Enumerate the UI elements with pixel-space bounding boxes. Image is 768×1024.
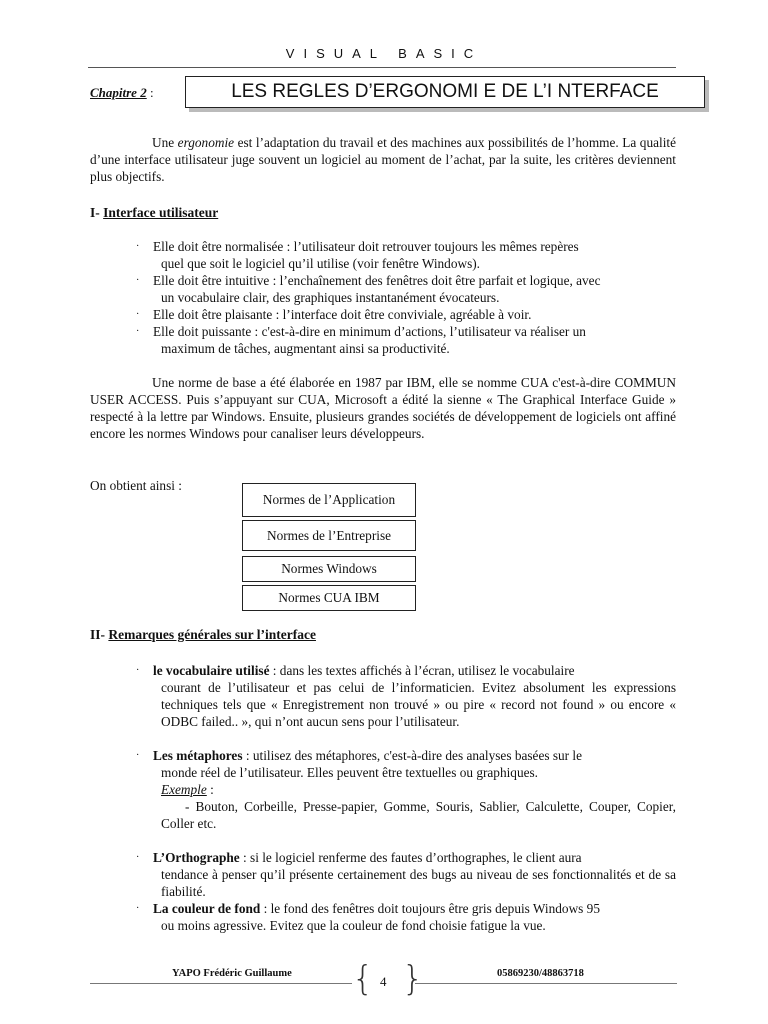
obtain-label: On obtient ainsi : xyxy=(90,478,182,493)
section1-number: I- xyxy=(90,205,104,220)
norm-box-enterprise: Normes de l’Entreprise xyxy=(242,520,416,551)
header-rule xyxy=(88,67,676,68)
section2-bullet-orthography xyxy=(136,849,676,934)
norm-box-cua-ibm: Normes CUA IBM xyxy=(242,585,416,611)
section1-heading xyxy=(90,205,218,221)
norm-box-windows: Normes Windows xyxy=(242,556,416,582)
cua-paragraph: Une norme de base a été élaborée en 1987 par IBM, elle se nomme CUA c'est-à-dire COMMUN USER ACCESS. Puis s’appuyant sur CUA, Microsoft a édité la sienne « The Graphical Interface Guide » respecté à la lettre par Windows. Ensuite, plusieurs grandes sociétés de développement de logiciels ont affiné encore les normes Windows pour canaliser leurs développeurs. xyxy=(90,375,676,441)
bullet-continuation: ou moins agressive. Evitez que la couleur de fond choisie fatigue la vue. xyxy=(161,918,546,933)
bullet-continuation: maximum de tâches, augmentant ainsi sa productivité. xyxy=(161,341,450,356)
list-item: · La couleur de fond : le fond des fenêtres doit toujours être gris depuis Windows 95 ou moins agressive. Evitez que la couleur de fond choisie fatigue la vue. xyxy=(136,900,676,934)
list-item: · Elle doit être intuitive : l’enchaînement des fenêtres doit être parfait et logique, avec un vocabulaire clair, des graphiques instantanément évocateurs. xyxy=(136,272,676,306)
norm-box-application: Normes de l’Application xyxy=(242,483,416,517)
footer-author: YAPO Frédéric Guillaume xyxy=(172,968,292,979)
bullet-text: Elle doit être intuitive : l’enchaînement des fenêtres doit être parfait et logique, avec xyxy=(153,273,601,288)
example-separator: : xyxy=(206,782,214,797)
bullet-continuation: un vocabulaire clair, des graphiques instantanément évocateurs. xyxy=(161,290,500,305)
footer-rule-left xyxy=(90,983,352,984)
intro-pre: Une xyxy=(152,135,178,150)
section2-title: Remarques générales sur l’interface xyxy=(108,627,316,642)
bullet-text: : utilisez des métaphores, c'est-à-dire des analyses basées sur le xyxy=(242,748,583,763)
chapter-number: Chapitre 2 xyxy=(90,85,147,100)
list-item: · Elle doit puissante : c'est-à-dire en minimum d’actions, l’utilisateur va réaliser un maximum de tâches, augmentant ainsi sa productivité. xyxy=(136,323,676,357)
footer-phone: 05869230/48863718 xyxy=(497,968,584,979)
header-title: VISUAL BASIC xyxy=(285,46,483,61)
list-item: · Elle doit être normalisée : l’utilisateur doit retrouver toujours les mêmes repères quel que soit le logiciel qu’il utilise (voir fenêtre Windows). xyxy=(136,238,676,272)
section1-title: Interface utilisateur xyxy=(103,205,219,220)
bullet-continuation: tendance à penser qu’il présente certainement des bugs au niveau de ses fonctionnalités et de sa fiabilité. xyxy=(161,867,676,899)
bullet-continuation: quel que soit le logiciel qu’il utilise (voir fenêtre Windows). xyxy=(161,256,481,271)
example-label-line xyxy=(153,781,676,798)
footer-rule-right xyxy=(415,983,677,984)
section2-number: II- xyxy=(90,627,109,642)
bullet-continuation: courant de l’utilisateur et pas celui de l’informaticien. Evitez absolument les expressions techniques tels que « Enregistrement non trouvé » ou pire « record not found » ou encore « ODBC failed.. », qui n’ont aucun sens pour l’utilisateur. xyxy=(161,680,676,729)
intro-post: est l’adaptation du travail et des machines aux possibilités de l’homme. La qualité d’une interface utilisateur juge souvent un logiciel au moment de l’achat, par la suite, les critères deviennent plus objectifs. xyxy=(90,135,676,184)
bullet-bold-term: La couleur de fond xyxy=(153,901,261,916)
right-brace-icon: } xyxy=(402,959,424,999)
section2-bullet-vocabulary xyxy=(136,662,676,730)
list-item: · Elle doit être plaisante : l’interface doit être conviviale, agréable à voir. xyxy=(136,307,532,322)
bullet-bold-term: Les métaphores xyxy=(153,748,243,763)
bullet-text: Elle doit être plaisante : l’interface doit être conviviale, agréable à voir. xyxy=(153,307,532,322)
list-item: · Les métaphores : utilisez des métaphores, c'est-à-dire des analyses basées sur le monde réel de l’utilisateur. Elles peuvent être textuelles ou graphiques. Exemple : - Bouton, Corbeille, Presse-papier, Gomme, Souris, Sablier, Calculette, Couper, Copier, Coller etc. xyxy=(136,748,676,831)
section2-bullet-metaphors xyxy=(136,747,676,832)
bullet-text: : si le logiciel renferme des fautes d’orthographes, le client aura xyxy=(239,850,582,865)
example-label: Exemple xyxy=(161,782,207,797)
bullet-bold-term: L’Orthographe xyxy=(153,850,240,865)
page-number: 4 xyxy=(380,974,387,989)
bullet-text: Elle doit puissante : c'est-à-dire en minimum d’actions, l’utilisateur va réaliser un xyxy=(153,324,586,339)
chapter-separator: : xyxy=(146,85,154,100)
example-text: - Bouton, Corbeille, Presse-papier, Gomme, Souris, Sablier, Calculette, Couper, Copier, Coller etc. xyxy=(161,799,676,831)
left-brace-icon: { xyxy=(352,959,374,999)
list-item: · le vocabulaire utilisé : dans les textes affichés à l’écran, utilisez le vocabulaire courant de l’utilisateur et pas celui de l’informaticien. Evitez absolument les expressions techniques tels que « Enregistrement non trouvé » ou pire « record not found » ou encore « ODBC failed.. », qui n’ont aucun sens pour l’utilisateur. xyxy=(136,663,676,729)
bullet-bold-term: le vocabulaire utilisé xyxy=(153,663,270,678)
chapter-title: LES REGLES D’ERGONOMI E DE L’I NTERFACE xyxy=(185,76,705,108)
list-item: · L’Orthographe : si le logiciel renferme des fautes d’orthographes, le client aura tendance à penser qu’il présente certainement des bugs au niveau de ses fonctionnalités et de sa fiabilité. xyxy=(136,850,676,899)
intro-term: ergonomie xyxy=(177,135,235,150)
intro-paragraph xyxy=(90,134,676,185)
chapter-label xyxy=(90,85,154,101)
bullet-text: : dans les textes affichés à l’écran, utilisez le vocabulaire xyxy=(269,663,575,678)
bullet-text: : le fond des fenêtres doit toujours être gris depuis Windows 95 xyxy=(260,901,600,916)
bullet-text: Elle doit être normalisée : l’utilisateur doit retrouver toujours les mêmes repères xyxy=(153,239,579,254)
section2-heading xyxy=(90,627,316,643)
bullet-continuation: monde réel de l’utilisateur. Elles peuvent être textuelles ou graphiques. xyxy=(161,765,538,780)
section1-bullet-list xyxy=(136,238,676,357)
